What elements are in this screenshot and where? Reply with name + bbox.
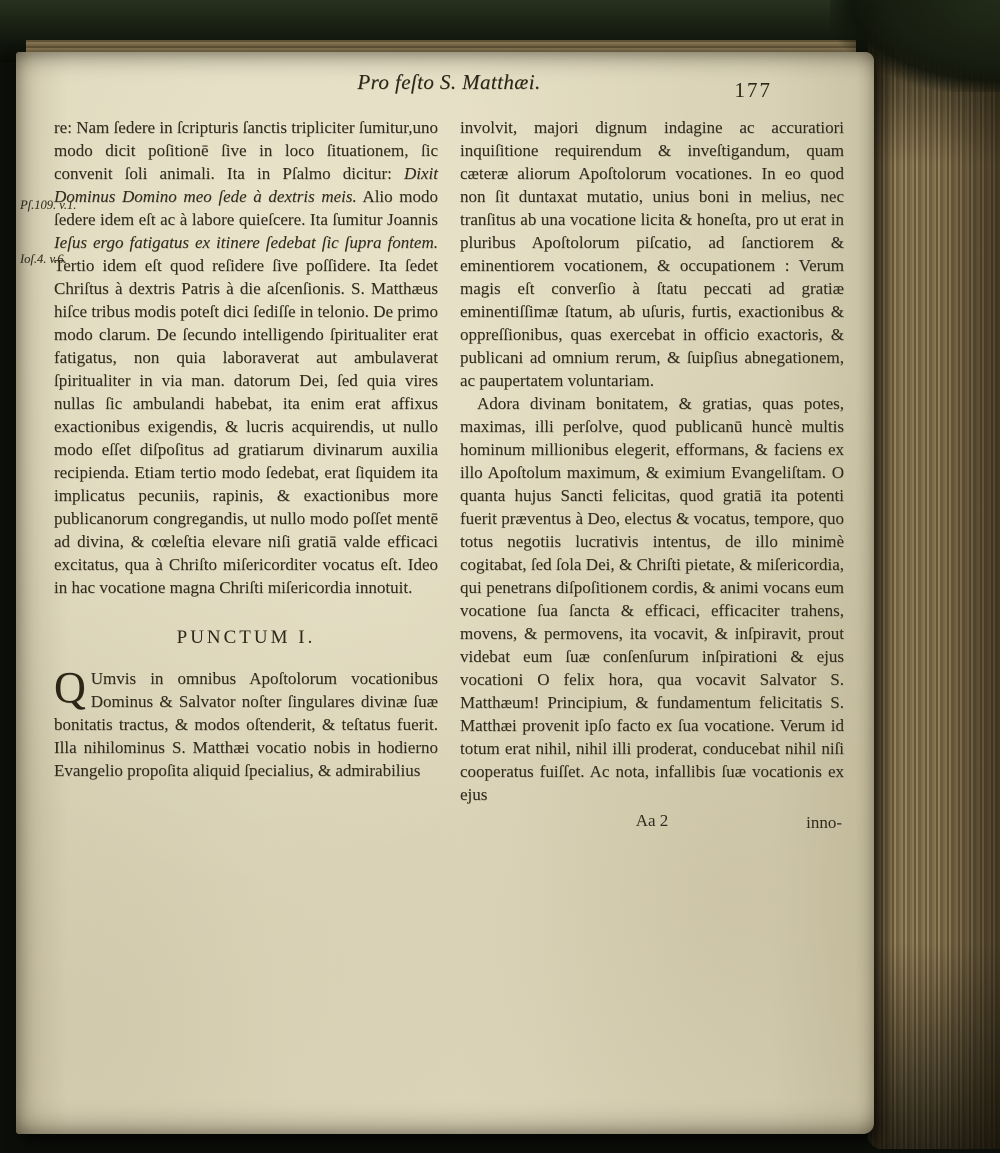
drop-cap-initial: Q (54, 663, 86, 712)
margin-note-iosue-ref: Ioſ.4. v.6. (20, 252, 67, 266)
catchword: inno- (806, 813, 842, 832)
paragraph-continuation: re: Nam ſedere in ſcripturis ſanctis tripliciter ſumitur,uno modo dicit poſitionē ſive in loco ſituationem, ſic convenit ſoli animali. Ita in Pſalmo dicitur: Dixit Dominus Domino meo ſede à dextris meis. Alio modo ſedere idem eſt ac à labore quieſcere. Ita ſumitur Joannis Ieſus ergo fatigatus ex itinere ſedebat ſic ſupra fontem. Tertio idem eſt quod reſidere ſive poſſidere. Ita ſedet Chriſtus à dextris Patris à die aſcenſionis. S. Matthæus hiſce tribus modis poteſt dici ſediſſe in telonio. De primo modo clarum. De ſecundo intelligendo ſpiritualiter erat fatigatus, non quia laboraverat aut ambulaverat ſpiritualiter in via man. datorum Dei, ſed quia vires nullas ſic ambulandi habebat, ita enim erat affixus exactionibus exigendis, & lucris acquirendis, ut nullo modo eſſet diſpoſitus ad gratiarum divinarum auxilia recipienda. Etiam tertio modo ſedebat, erat ſiquidem ita implicatus pecuniis, rapinis, & exactionibus more publicanorum congregandis, ut nullo modo poſſet mentē ad divina, & cœleſtia elevare niſi gratiā valde efficaci excitatus, qua à Chriſto miſericorditer vocatus eſt. Ideo in hac vocatione magna Chriſti miſericordia innotuit. (54, 118, 438, 597)
margin-note-psalm-ref: Pſ.109. v.1. (20, 198, 77, 212)
paragraph-adora: Adora divinam bonitatem, & gratias, quas potes, maximas, illi perſolve, quod publicanū huncè multis hominum millionibus elegerit, efformans, & faciens ex illo Apoſtolum maximum, & eximium Evangeliſtam. O quanta hujus Sancti felicitas, quod gratiā ita potenti fuerit præventus à Deo, electus & vocatus, tempore, quo totus negotiis lucrativis intentus, de illo minimè cogitabat, ſed ſola Dei, & Chriſti pietate, & miſericordia, qui penetrans diſpoſitionem cordis, & animi vocans eum vocatione ſua ſancta & efficaci, efficaciter trahens, movens, & permovens, ita vocavit, & inſpiravit, prout videbat eum ſuæ conſenſurum inſpirationi & ejus vocationi O felix hora, qua vocavit Salvator S. Matthæum! Principium, & fundamentum felicitatis S. Matthæi provenit ipſo facto ex ſua vocatione. Verum id totum erat nihil, nihil illi proderat, conducebat nihil niſi cooperatus fuiſſet. Ac nota, infallibis ſuæ vocationis ex ejus (460, 394, 844, 804)
page-number: 177 (734, 78, 772, 102)
text-columns (54, 116, 844, 831)
paragraph-involvit: involvit, majori dignum indagine ac accuratiori inquiſitione requirendum & inveſtigandum, quam cæteræ aliorum Apoſtolorum vocationes. In eo quod non ſit duntaxat mutatio, unius boni in melius, nec tranſitus ab una vocatione licita & honeſta, pro ut erat in pluribus Apoſtolorum piſcatio, ad ſanctiorem & eminentiorem vocationem, & occupationem : Verum magis eſt converſio à ſtatu peccati ad gratiæ eminentiſſimæ ſtatum, ab uſuris, furtis, exactionibus & oppreſſionibus, quas exercebat in officio exactoris, & publicani ad omnium rerum, & ſuipſius abnegationem, ac paupertatem voluntariam. (460, 118, 844, 390)
page-header (54, 70, 844, 116)
signature-mark: Aa 2 (635, 811, 669, 830)
running-title: Pro feſto S. Matthæi. (357, 70, 541, 94)
right-column (460, 116, 844, 831)
page-fore-edges (868, 4, 1000, 1149)
page-footer (460, 811, 844, 831)
section-heading: PUNCTUM I. (176, 627, 316, 648)
paragraph-punctum-text: Umvis in omnibus Apoſtolorum vocationibus Dominus & Salvator noſter ſingulares divinæ ſuæ bonitatis tractus, & modos oſtenderit, & teſtatus fuerit. Illa nihilominus S. Matthæi vocatio nobis in hodierno Evangelio propoſita aliquid ſpecialius, & admirabilius (54, 669, 438, 780)
left-column (54, 116, 438, 831)
book-page (16, 52, 874, 1134)
paragraph-punctum (54, 663, 438, 782)
